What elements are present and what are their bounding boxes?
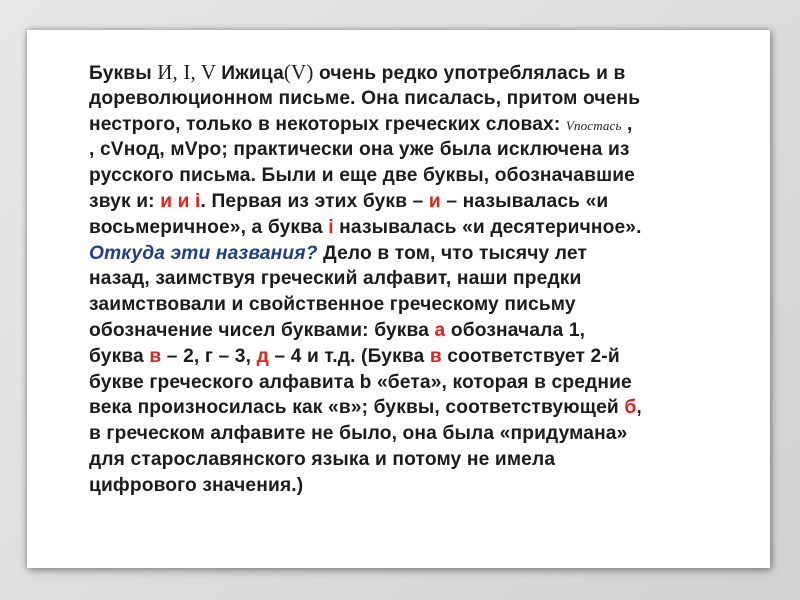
text-run: – называлась «и [440, 190, 609, 212]
text-run: русского письма. Были и еще две буквы, обозначавшие [89, 165, 635, 187]
text-line [89, 473, 759, 499]
text-line [89, 215, 759, 241]
text-run: букве греческого алфавита b «бета», которая в средние [89, 371, 632, 393]
text-run: цифрового значения.) [89, 474, 304, 496]
text-line [89, 318, 759, 344]
text-run: соответствует 2-й [441, 345, 620, 367]
text-run: дореволюционном письме. Она писалась, притом очень [89, 87, 641, 109]
text-run: звук и: [89, 190, 161, 212]
text-run: , [621, 113, 633, 135]
text-line [89, 266, 759, 292]
slide-body-text [89, 60, 759, 499]
highlighted-letter: в [149, 345, 162, 367]
text-run: нестрого, только в некоторых греческих словах: [89, 113, 566, 135]
text-line [89, 344, 759, 370]
slide [27, 30, 770, 568]
text-run: обозначение чисел буквами: буква [89, 319, 435, 341]
text-run: для старославянского языка и потому не имела [89, 448, 556, 470]
text-run: Буквы [89, 63, 158, 84]
text-run: заимствовали и свойственное греческому письму [89, 294, 576, 316]
text-run: обозначала 1, [445, 319, 586, 341]
letter-image-insert: И, I, V [157, 60, 222, 84]
text-run: назад, заимствуя греческий алфавит, наши предки [89, 268, 582, 290]
word-image-insert: Vпостась [565, 117, 622, 133]
text-line [89, 86, 759, 112]
text-line [89, 370, 759, 396]
highlighted-letter: и [428, 190, 441, 212]
text-line [89, 137, 759, 163]
text-line [89, 241, 759, 267]
letter-image-insert: (V) [283, 60, 314, 84]
text-run: Дело в том, что тысячу лет [317, 242, 587, 264]
highlighted-letter: в [429, 345, 442, 367]
text-line [89, 292, 759, 318]
text-run: Ижица [221, 63, 284, 84]
text-line [89, 421, 759, 447]
text-line [89, 112, 759, 138]
text-line [89, 189, 759, 215]
text-run: восьмеричное», а буква [89, 216, 329, 238]
highlighted-letter: д [256, 345, 269, 367]
text-run: в греческом алфавите не было, она была «придумана» [89, 423, 628, 445]
text-run: – 4 и т.д. (Буква [268, 345, 430, 367]
text-run: очень редко употреблялась и в [313, 63, 626, 84]
highlighted-letter: и и і [160, 190, 201, 212]
text-run: называлась «и десятеричное». [333, 216, 642, 238]
text-line [89, 60, 759, 86]
text-line [89, 447, 759, 473]
text-line [89, 395, 759, 421]
text-run: , [636, 397, 642, 419]
text-line [89, 163, 759, 189]
text-run: – 2, г – 3, [161, 345, 257, 367]
highlighted-letter: б [624, 397, 637, 419]
question-phrase: Откуда эти названия? [89, 242, 318, 264]
text-run: . Первая из этих букв – [200, 190, 429, 212]
highlighted-letter: а [434, 319, 446, 341]
text-run: века произносилась как «в»; буквы, соответствующей [89, 397, 625, 419]
text-run: буква [89, 345, 150, 367]
highlighted-letter: і [328, 216, 334, 238]
text-run: , сVнод, мVро; практически она уже была исключена из [89, 139, 630, 161]
